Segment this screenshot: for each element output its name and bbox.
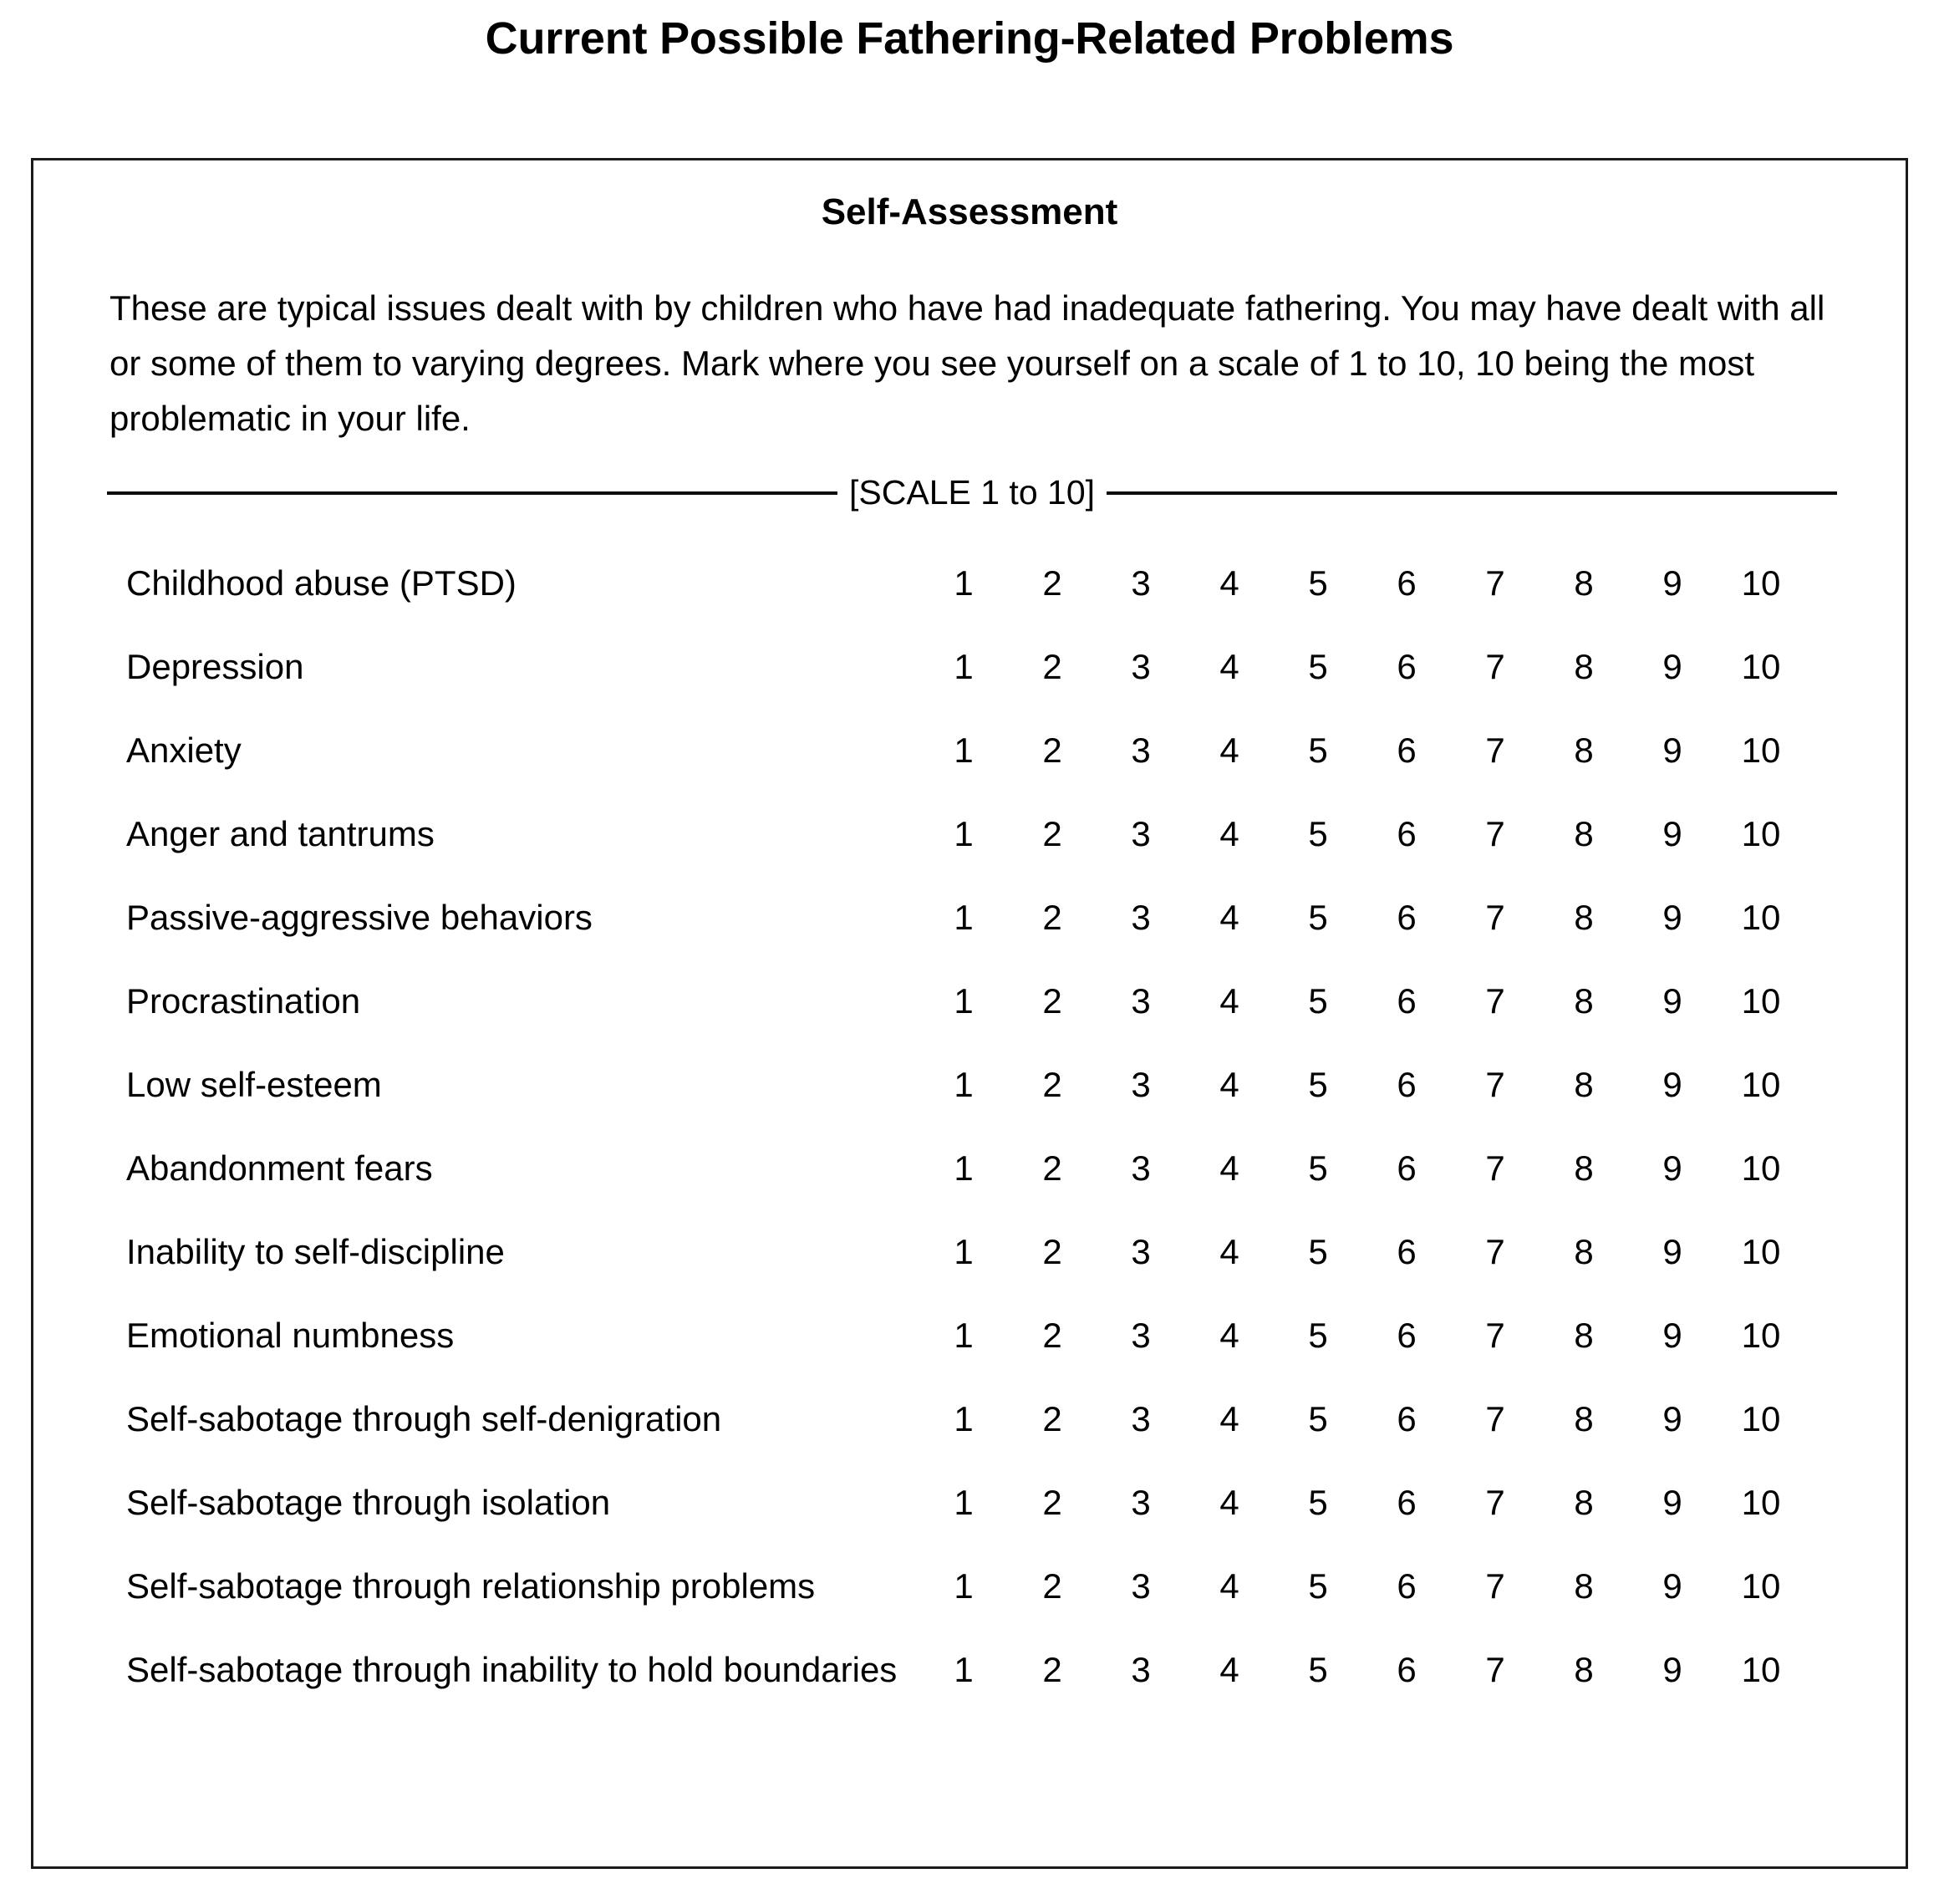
scale-option-8[interactable]: 8: [1574, 898, 1594, 937]
scale-option-5[interactable]: 5: [1308, 731, 1328, 770]
scale-option-3[interactable]: 3: [1131, 563, 1151, 603]
scale-option-1[interactable]: 1: [954, 898, 974, 937]
scale-option-7[interactable]: 7: [1485, 1483, 1505, 1522]
scale-option-8[interactable]: 8: [1574, 1316, 1594, 1355]
scale-option-3[interactable]: 3: [1131, 647, 1151, 686]
scale-option-9[interactable]: 9: [1662, 1148, 1682, 1188]
table-row: [33, 1307, 1906, 1391]
scale-option-8[interactable]: 8: [1574, 1065, 1594, 1104]
scale-options: [919, 889, 1805, 944]
scale-option-7[interactable]: 7: [1485, 1148, 1505, 1188]
scale-option-9[interactable]: 9: [1662, 1650, 1682, 1689]
scale-option-5[interactable]: 5: [1308, 1483, 1328, 1522]
scale-option-2[interactable]: 2: [1042, 981, 1062, 1021]
scale-option-6[interactable]: 6: [1397, 1065, 1417, 1104]
scale-options: [919, 1140, 1805, 1195]
scale-option-7[interactable]: 7: [1485, 814, 1505, 853]
scale-option-9[interactable]: 9: [1662, 981, 1682, 1021]
table-row: [33, 1474, 1906, 1558]
scale-option-9[interactable]: 9: [1662, 563, 1682, 603]
scale-option-8[interactable]: 8: [1574, 1483, 1594, 1522]
scale-option-1[interactable]: 1: [954, 647, 974, 686]
scale-option-3[interactable]: 3: [1131, 898, 1151, 937]
card-heading: Self-Assessment: [821, 191, 1118, 232]
self-assessment-card: [31, 158, 1908, 1869]
scale-option-1[interactable]: 1: [954, 1065, 974, 1104]
table-row: [33, 1391, 1906, 1474]
scale-option-4[interactable]: 4: [1219, 1650, 1239, 1689]
scale-option-7[interactable]: 7: [1485, 1316, 1505, 1355]
table-row: [33, 806, 1906, 889]
scale-divider-label: [SCALE 1 to 10]: [849, 473, 1096, 512]
scale-option-10[interactable]: 10: [1741, 1232, 1781, 1271]
scale-option-2[interactable]: 2: [1042, 563, 1062, 603]
scale-option-1[interactable]: 1: [954, 1232, 974, 1271]
scale-option-7[interactable]: 7: [1485, 1566, 1505, 1606]
scale-option-7[interactable]: 7: [1485, 1065, 1505, 1104]
scale-option-5[interactable]: 5: [1308, 1316, 1328, 1355]
scale-option-8[interactable]: 8: [1574, 1232, 1594, 1271]
assessment-item-list: [33, 555, 1906, 1725]
scale-option-2[interactable]: 2: [1042, 1148, 1062, 1188]
scale-option-10[interactable]: 10: [1741, 1065, 1781, 1104]
scale-option-4[interactable]: 4: [1219, 1316, 1239, 1355]
assessment-item-label: Procrastination: [126, 981, 361, 1021]
scale-option-9[interactable]: 9: [1662, 1232, 1682, 1271]
scale-option-9[interactable]: 9: [1662, 814, 1682, 853]
divider-rule-right: [1107, 491, 1837, 495]
assessment-item-label: Childhood abuse (PTSD): [126, 563, 517, 603]
assessment-item-label: Depression: [126, 647, 304, 686]
scale-option-9[interactable]: 9: [1662, 731, 1682, 770]
scale-option-7[interactable]: 7: [1485, 898, 1505, 937]
assessment-item-label: Passive-aggressive behaviors: [126, 898, 593, 937]
scale-option-3[interactable]: 3: [1131, 1065, 1151, 1104]
scale-option-9[interactable]: 9: [1662, 898, 1682, 937]
assessment-item-label: Low self-esteem: [126, 1065, 382, 1104]
scale-option-10[interactable]: 10: [1741, 1483, 1781, 1522]
card-intro-text: These are typical issues dealt with by children who have had inadequate fathering. You may have dealt with all or some of them to varying degrees. Mark where you see yourself on a scale of 1 to 10, 10 being the most problematic in your life.: [109, 288, 1825, 438]
scale-option-6[interactable]: 6: [1397, 1399, 1417, 1438]
scale-option-7[interactable]: 7: [1485, 981, 1505, 1021]
scale-option-3[interactable]: 3: [1131, 1399, 1151, 1438]
scale-option-7[interactable]: 7: [1485, 1399, 1505, 1438]
scale-option-8[interactable]: 8: [1574, 981, 1594, 1021]
scale-option-9[interactable]: 9: [1662, 1316, 1682, 1355]
scale-option-4[interactable]: 4: [1219, 1065, 1239, 1104]
scale-option-2[interactable]: 2: [1042, 1650, 1062, 1689]
scale-option-2[interactable]: 2: [1042, 1232, 1062, 1271]
assessment-item-label: Self-sabotage through isolation: [126, 1483, 611, 1522]
scale-option-1[interactable]: 1: [954, 814, 974, 853]
scale-option-3[interactable]: 3: [1131, 731, 1151, 770]
scale-options: [919, 1224, 1805, 1279]
table-row: [33, 1140, 1906, 1224]
scale-option-3[interactable]: 3: [1131, 1650, 1151, 1689]
scale-option-4[interactable]: 4: [1219, 563, 1239, 603]
scale-options: [919, 722, 1805, 777]
card-inner: [33, 160, 1906, 1866]
scale-option-9[interactable]: 9: [1662, 1483, 1682, 1522]
scale-option-8[interactable]: 8: [1574, 563, 1594, 603]
assessment-item-label: Self-sabotage through inability to hold boundaries: [126, 1650, 898, 1689]
scale-option-4[interactable]: 4: [1219, 981, 1239, 1021]
scale-option-1[interactable]: 1: [954, 1399, 974, 1438]
scale-option-7[interactable]: 7: [1485, 647, 1505, 686]
scale-option-8[interactable]: 8: [1574, 1399, 1594, 1438]
scale-option-2[interactable]: 2: [1042, 1399, 1062, 1438]
scale-option-2[interactable]: 2: [1042, 647, 1062, 686]
scale-option-6[interactable]: 6: [1397, 563, 1417, 603]
scale-option-2[interactable]: 2: [1042, 731, 1062, 770]
scale-option-2[interactable]: 2: [1042, 1065, 1062, 1104]
scale-divider: [107, 473, 1837, 512]
scale-options: [919, 1056, 1805, 1112]
scale-option-6[interactable]: 6: [1397, 1316, 1417, 1355]
scale-option-3[interactable]: 3: [1131, 1232, 1151, 1271]
scale-option-6[interactable]: 6: [1397, 647, 1417, 686]
scale-option-2[interactable]: 2: [1042, 1316, 1062, 1355]
scale-option-1[interactable]: 1: [954, 1316, 974, 1355]
page-title: Current Possible Fathering-Related Problems: [485, 13, 1454, 64]
scale-option-3[interactable]: 3: [1131, 1316, 1151, 1355]
scale-option-5[interactable]: 5: [1308, 1399, 1328, 1438]
scale-option-8[interactable]: 8: [1574, 647, 1594, 686]
scale-option-6[interactable]: 6: [1397, 1566, 1417, 1606]
scale-option-6[interactable]: 6: [1397, 981, 1417, 1021]
scale-option-5[interactable]: 5: [1308, 814, 1328, 853]
scale-option-5[interactable]: 5: [1308, 1148, 1328, 1188]
scale-option-4[interactable]: 4: [1219, 731, 1239, 770]
scale-option-1[interactable]: 1: [954, 1566, 974, 1606]
assessment-item-label: Self-sabotage through relationship problems: [126, 1566, 816, 1606]
scale-option-6[interactable]: 6: [1397, 731, 1417, 770]
scale-option-9[interactable]: 9: [1662, 1065, 1682, 1104]
scale-option-1[interactable]: 1: [954, 563, 974, 603]
scale-option-5[interactable]: 5: [1308, 647, 1328, 686]
scale-option-6[interactable]: 6: [1397, 898, 1417, 937]
assessment-item-label: Emotional numbness: [126, 1316, 455, 1355]
scale-option-10[interactable]: 10: [1741, 814, 1781, 853]
scale-option-8[interactable]: 8: [1574, 1148, 1594, 1188]
table-row: [33, 973, 1906, 1056]
scale-option-5[interactable]: 5: [1308, 1650, 1328, 1689]
scale-option-5[interactable]: 5: [1308, 898, 1328, 937]
divider-rule-left: [107, 491, 837, 495]
scale-option-3[interactable]: 3: [1131, 1148, 1151, 1188]
scale-option-8[interactable]: 8: [1574, 1650, 1594, 1689]
table-row: [33, 1224, 1906, 1307]
scale-options: [919, 1642, 1805, 1697]
scale-option-4[interactable]: 4: [1219, 1566, 1239, 1606]
scale-option-10[interactable]: 10: [1741, 647, 1781, 686]
assessment-item-label: Anxiety: [126, 731, 242, 770]
scale-options: [919, 806, 1805, 861]
scale-option-8[interactable]: 8: [1574, 1566, 1594, 1606]
scale-option-5[interactable]: 5: [1308, 1232, 1328, 1271]
scale-option-1[interactable]: 1: [954, 981, 974, 1021]
scale-options: [919, 639, 1805, 694]
scale-option-2[interactable]: 2: [1042, 898, 1062, 937]
scale-option-2[interactable]: 2: [1042, 1483, 1062, 1522]
scale-options: [919, 973, 1805, 1028]
scale-options: [919, 1558, 1805, 1613]
assessment-item-label: Anger and tantrums: [126, 814, 435, 853]
assessment-item-label: Inability to self-discipline: [126, 1232, 505, 1271]
table-row: [33, 555, 1906, 639]
scale-option-3[interactable]: 3: [1131, 814, 1151, 853]
table-row: [33, 889, 1906, 973]
scale-option-1[interactable]: 1: [954, 1148, 974, 1188]
scale-option-1[interactable]: 1: [954, 731, 974, 770]
scale-option-10[interactable]: 10: [1741, 731, 1781, 770]
scale-option-5[interactable]: 5: [1308, 563, 1328, 603]
scale-option-10[interactable]: 10: [1741, 898, 1781, 937]
scale-option-4[interactable]: 4: [1219, 1399, 1239, 1438]
table-row: [33, 1558, 1906, 1642]
scale-option-5[interactable]: 5: [1308, 981, 1328, 1021]
scale-option-8[interactable]: 8: [1574, 731, 1594, 770]
scale-options: [919, 1391, 1805, 1446]
scale-option-5[interactable]: 5: [1308, 1566, 1328, 1606]
scale-options: [919, 1307, 1805, 1362]
scale-options: [919, 555, 1805, 610]
scale-option-7[interactable]: 7: [1485, 731, 1505, 770]
scale-option-1[interactable]: 1: [954, 1483, 974, 1522]
scale-option-6[interactable]: 6: [1397, 1483, 1417, 1522]
scale-option-9[interactable]: 9: [1662, 647, 1682, 686]
scale-option-10[interactable]: 10: [1741, 1316, 1781, 1355]
scale-option-1[interactable]: 1: [954, 1650, 974, 1689]
scale-option-3[interactable]: 3: [1131, 1566, 1151, 1606]
table-row: [33, 1642, 1906, 1725]
scale-option-10[interactable]: 10: [1741, 1399, 1781, 1438]
scale-option-10[interactable]: 10: [1741, 1148, 1781, 1188]
table-row: [33, 1056, 1906, 1140]
scale-option-7[interactable]: 7: [1485, 563, 1505, 603]
scale-option-5[interactable]: 5: [1308, 1065, 1328, 1104]
scale-option-8[interactable]: 8: [1574, 814, 1594, 853]
scale-option-4[interactable]: 4: [1219, 814, 1239, 853]
scale-option-7[interactable]: 7: [1485, 1232, 1505, 1271]
scale-option-6[interactable]: 6: [1397, 1650, 1417, 1689]
scale-option-3[interactable]: 3: [1131, 1483, 1151, 1522]
scale-option-10[interactable]: 10: [1741, 1650, 1781, 1689]
scale-option-7[interactable]: 7: [1485, 1650, 1505, 1689]
scale-option-2[interactable]: 2: [1042, 814, 1062, 853]
scale-option-3[interactable]: 3: [1131, 981, 1151, 1021]
scale-option-4[interactable]: 4: [1219, 1232, 1239, 1271]
scale-option-4[interactable]: 4: [1219, 1483, 1239, 1522]
scale-option-6[interactable]: 6: [1397, 1148, 1417, 1188]
scale-option-4[interactable]: 4: [1219, 647, 1239, 686]
assessment-item-label: Self-sabotage through self-denigration: [126, 1399, 722, 1438]
scale-option-9[interactable]: 9: [1662, 1399, 1682, 1438]
scale-option-4[interactable]: 4: [1219, 898, 1239, 937]
scale-option-10[interactable]: 10: [1741, 1566, 1781, 1606]
scale-option-4[interactable]: 4: [1219, 1148, 1239, 1188]
scale-option-9[interactable]: 9: [1662, 1566, 1682, 1606]
scale-option-2[interactable]: 2: [1042, 1566, 1062, 1606]
scale-options: [919, 1474, 1805, 1530]
table-row: [33, 639, 1906, 722]
table-row: [33, 722, 1906, 806]
assessment-item-label: Abandonment fears: [126, 1148, 433, 1188]
scale-option-6[interactable]: 6: [1397, 1232, 1417, 1271]
scale-option-10[interactable]: 10: [1741, 981, 1781, 1021]
scale-option-6[interactable]: 6: [1397, 814, 1417, 853]
scale-option-10[interactable]: 10: [1741, 563, 1781, 603]
